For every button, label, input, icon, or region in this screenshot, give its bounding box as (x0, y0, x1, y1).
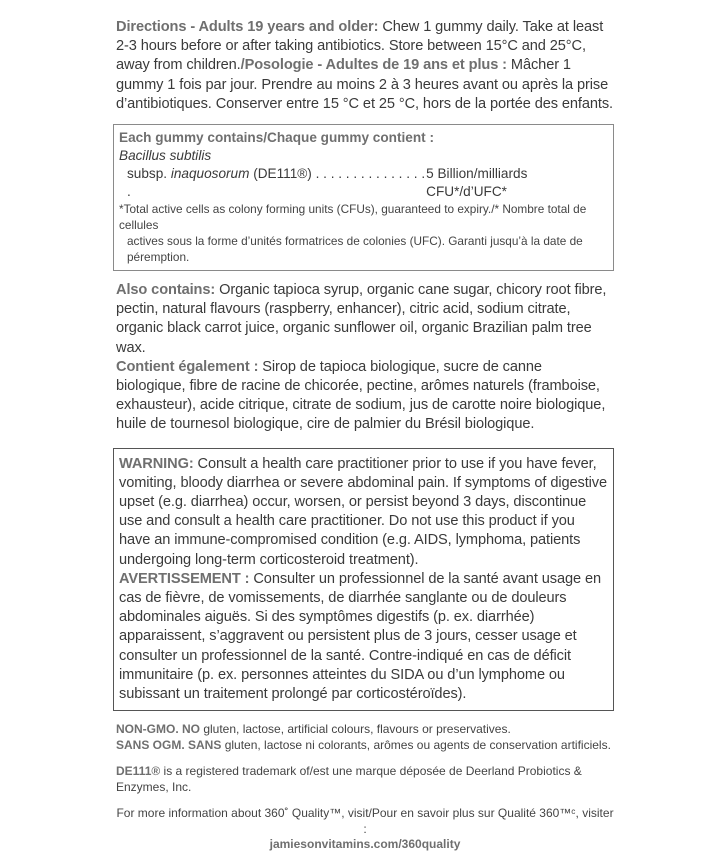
ingredients-heading: Each gummy contains/Chaque gummy contient : (119, 130, 434, 146)
website-link[interactable]: jamiesonvitamins.com/360quality (269, 837, 461, 852)
cfu-footnote-fr: actives sous la forme d’unités formatrices de colonies (UFC). Garanti jusqu’à la date de péremption. (127, 234, 583, 265)
directions-text-fr: Mâcher 1 gummy 1 fois par jour. Prendre au moins 2 à 3 heures avant ou après la prise d’antibiotiques. Conserver entre 15 °C et 25 °C, hors de la portée des enfants. (116, 57, 614, 112)
directions-text-en: Chew 1 gummy daily. Take at least 2-3 hours before or after taking antibiotics. Store between 15°C and 25°C, away from children. (116, 19, 604, 74)
non-medicinal-ingredients (116, 281, 614, 435)
avertissement-heading: AVERTISSEMENT : (119, 570, 250, 587)
warning-body-en: Consult a health care practitioner prior to use if you have fever, vomiting, bloody diarrhea or severe abdominal pain. If symptoms of digestive upset (e.g. diarrhea) occur, worsen, or persist beyond 3 days, discontinue use and consult a health care practitioner. Do not use this product if you have an immune-compromised condition (e.g. AIDS, lymphoma, patients undergoing long-term corticosteroid treatment). (119, 455, 608, 568)
directions-section (116, 18, 614, 114)
trademark-text: is a registered trademark of/est une marque déposée de Deerland Probiotics & Enzymes, Inc. (116, 764, 582, 794)
free-from-fr-text: gluten, lactose ni colorants, arômes ou agents de conservation artificiels. (221, 737, 611, 752)
medicinal-ingredients-box (113, 124, 614, 271)
cfu-footnote-en: *Total active cells as colony forming units (CFUs), guaranteed to expiry./* Nombre total de cellules (119, 202, 587, 233)
strain-code: (DE111®) . . . . . . . . . . . . . . . . (127, 166, 426, 200)
warning-heading: WARNING: (119, 455, 194, 472)
subsp-name: inaquosorum (170, 166, 250, 182)
more-info-text: For more information about 360˚ Quality™, visit/Pour en savoir plus sur Qualité 360™ᶜ, visiter : (116, 806, 614, 836)
warning-text (119, 455, 608, 705)
trademark-mark: DE111® (116, 764, 161, 779)
also-contains-heading: Also contains: (116, 282, 216, 299)
free-from-en (116, 722, 614, 738)
non-gmo-label: NON-GMO. NO (116, 722, 200, 737)
strain-amount: 5 Billion/milliards CFU*/d’UFC* (426, 166, 528, 200)
warning-box (113, 448, 614, 712)
subsp-prefix: subsp. (127, 166, 171, 182)
also-contains-text: Organic tapioca syrup, organic cane sugar, chicory root fibre, pectin, natural flavours (raspberry, enhancer), citric acid, sodium citrate, organic black carrot juice, organic sunflower oil, organic Brazilian palm tree wax. (116, 282, 607, 356)
free-from-en-text: gluten, lactose, artificial colours, flavours or preservatives. (200, 722, 511, 737)
strain-name (127, 165, 426, 201)
trademark-statement (116, 764, 614, 795)
free-from-fr (116, 738, 614, 754)
more-info (116, 806, 614, 853)
organism-name: Bacillus subtilis (119, 148, 212, 164)
contient-heading: Contient également : (116, 358, 259, 375)
sans-ogm-label: SANS OGM. SANS (116, 737, 222, 752)
directions-heading: Directions - Adults 19 years and older: (116, 19, 379, 35)
directions-heading-fr: /Posologie - Adultes de 19 ans et plus : (240, 57, 507, 74)
contient-text: Sirop de tapioca biologique, sucre de canne biologique, fibre de racine de chicorée, pectine, arômes naturels (framboise, exhausteur), acide citrique, citrate de sodium, jus de carotte noire biologique, huile de tournesol biologique, cire de palmier du Brésil biologique. (116, 358, 606, 433)
label-panel (116, 18, 614, 853)
warning-body-fr: Consulter un professionnel de la santé avant usage en cas de fièvre, de vomissements, de diarrhée sanglante ou de douleurs abdominales aiguës. Si des symptômes digestifs (p. ex. diarrhée) apparaissent, s’aggravent ou persistent plus de 3 jours, cesser usage et consulter un professionnel de la santé. Contre-indiqué en cas de déficit immunitaire (p. ex. personnes atteintes du SIDA ou d’un lymphome ou subissant un traitement prolongé par corticostéroïdes). (119, 570, 601, 703)
strain-row (119, 165, 608, 201)
